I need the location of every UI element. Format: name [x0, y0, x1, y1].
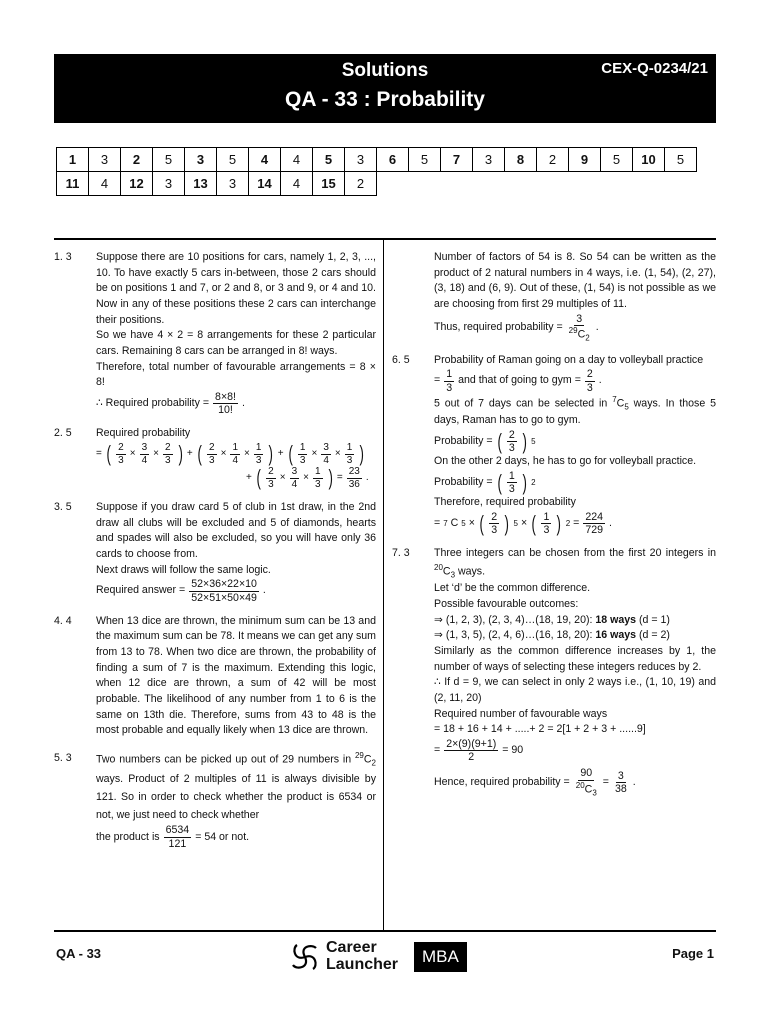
solution-6	[392, 353, 716, 537]
solution-text: Therefore, required probability	[434, 496, 576, 509]
probability-formula: Required answer = $\frac{52\times 36\times 22\times 10}{52\times 51\times 50\times 49}$ .	[96, 578, 266, 604]
solution-text: Therefore, total number of favourable arrangements = 8 × 8!	[96, 360, 376, 389]
page-title: Solutions	[341, 60, 429, 81]
logo-text: Career Launcher	[326, 939, 399, 973]
mba-badge: MBA	[414, 942, 467, 972]
left-column	[54, 250, 376, 860]
question-number: 2. 5	[54, 427, 72, 440]
page-number: Page 1	[672, 946, 714, 961]
footer-divider	[54, 930, 716, 932]
logo-swirl-icon	[290, 942, 320, 972]
answer-cell: 5	[665, 148, 697, 172]
question-number: 4. 4	[54, 614, 72, 627]
solution-text: So we have 4 × 2 = 8 arrangements for these 2 particular cars. Remaining 8 cars can be arranged in 8! ways.	[96, 329, 376, 358]
solution-text: Probability of Raman going on a day to volleyball practice	[434, 353, 704, 366]
solution-7	[392, 546, 716, 797]
answer-key-row	[57, 172, 697, 196]
answer-cell: 11	[57, 172, 89, 196]
probability-formula: = $\frac{2\times(9)(9+1)}{2}$ = 90	[434, 738, 524, 764]
solution-text: Suppose there are 10 positions for cars, namely 1, 2, 3, ..., 10. To have exactly 5 cars in-between, those 2 cars should be on positions 1 and 7, or 2 and 8, or 3 and 9, or 4 and 10. Now in any of these positions these 2 cars can interchange their positions.	[96, 251, 376, 326]
answer-cell: 5	[217, 148, 249, 172]
answer-key-row	[57, 148, 697, 172]
solution-text: 5 out of 7 days can be selected in $^7C_5$ ways. In those 5 days, Raman has to go to gym.	[434, 394, 717, 427]
answer-cell: 10	[633, 148, 665, 172]
answer-cell: 7	[441, 148, 473, 172]
probability-formula: Probability = ( $\frac{1}{3}$ ) 2	[434, 469, 536, 496]
answer-cell: 1	[57, 148, 89, 172]
probability-formula: Probability = ( $\frac{2}{3}$ ) 5	[434, 428, 536, 455]
answer-cell: 14	[249, 172, 281, 196]
solution-text: Required probability	[96, 427, 191, 440]
header-banner	[54, 54, 716, 123]
solution-text: Next draws will follow the same logic.	[96, 563, 271, 576]
solution-text: Required number of favourable ways	[434, 707, 608, 720]
solution-text: Three integers can be chosen from the first 20 integers in $^{20}C_3$ ways.	[434, 547, 716, 580]
question-number: 6. 5	[392, 353, 410, 366]
answer-cell: 3	[153, 172, 185, 196]
answer-cell: 5	[601, 148, 633, 172]
outcome-line: ⇒ (1, 2, 3), (2, 3, 4)…(18, 19, 20): 18 ways (d = 1)	[434, 613, 670, 626]
solution-text: Possible favourable outcomes:	[434, 598, 579, 611]
answer-cell: 4	[249, 148, 281, 172]
solution-text: When 13 dice are thrown, the minimum sum can be 13 and the maximum sum can be 78. It means we can get any sum from 13 to 78. When two dice are thrown, the probability of finding a sum of 7 is the maximum. Extending this logic, when 12 dice are thrown, a sum of 42 will be most probable. The likelihood of any number from 1 to 6 is the same on 13th die. Therefore, sums from 43 to 48 is the most probable and equally likely when 13 dice are thrown.	[96, 614, 376, 737]
answer-cell: 3	[217, 172, 249, 196]
probability-formula: ∴ Required probability = $\frac{8\times 8!}{10!}$ .	[96, 391, 245, 417]
solution-text: On the other 2 days, he has to go for volleyball practice.	[434, 455, 697, 468]
answer-cell: 4	[281, 148, 313, 172]
probability-formula: + ( $\frac{2}{3}$ × $\frac{3}{4}$ × $\frac{1}{3}$ ) = $\frac{23}{36}$ .	[246, 465, 369, 491]
answer-cell: 3	[345, 148, 377, 172]
answer-cell: 2	[121, 148, 153, 172]
column-divider	[383, 240, 384, 930]
probability-formula: the product is $\frac{6534}{121}$ = 54 or not.	[96, 824, 250, 850]
question-number: 7. 3	[392, 547, 410, 560]
solution-2	[54, 426, 376, 490]
question-number: 3. 5	[54, 501, 72, 514]
answer-cell: 8	[505, 148, 537, 172]
answer-key-table	[56, 147, 697, 196]
answer-cell: 6	[377, 148, 409, 172]
solution-4	[54, 614, 376, 739]
answer-cell: 3	[185, 148, 217, 172]
solution-text: = 18 + 16 + 14 + .....+ 2 = 2[1 + 2 + 3 + ......9]	[434, 723, 646, 736]
solution-text: Similarly as the common difference increases by 1, the number of ways of selecting these integers reduces by 2.	[434, 645, 716, 673]
answer-cell: 2	[345, 172, 377, 196]
probability-formula: = $\frac{1}{3}$ and that of going to gym = $\frac{2}{3}$ .	[434, 368, 602, 394]
right-column	[392, 250, 716, 807]
answer-cell: 13	[185, 172, 217, 196]
solution-text: Two numbers can be picked up out of 29 numbers in $^{29}C_2$ ways. Product of 2 multiples of 11 is always divisible by 121. So in order to check whether the product is 6534 or not, we just need to check whether	[96, 751, 376, 822]
answer-cell: 3	[473, 148, 505, 172]
career-launcher-logo	[290, 940, 467, 974]
paper-code: CEX-Q-0234/21	[601, 60, 708, 77]
outcome-line: ⇒ (1, 3, 5), (2, 4, 6)…(16, 18, 20): 16 ways (d = 2)	[434, 629, 670, 642]
top-divider	[54, 238, 716, 240]
page-subtitle: QA - 33 : Probability	[285, 88, 485, 111]
answer-cell: 5	[153, 148, 185, 172]
probability-formula: = ( $\frac{2}{3}$ × $\frac{3}{4}$ × $\frac{2}{3}$ ) + ( $\frac{2}{3}$ × $\frac{1}{4}$ × $\frac{1}{3}$ ) + ( $\frac{1}{3}$ × $\frac{3}{4}$ × $\frac{1}{3}$ )	[96, 441, 365, 467]
question-number: 5. 3	[54, 752, 72, 765]
answer-cell: 5	[409, 148, 441, 172]
answer-cell: 12	[121, 172, 153, 196]
question-number: 1. 3	[54, 251, 72, 263]
result-fraction: $\frac{23}{36}$	[348, 466, 360, 490]
answer-cell: 4	[89, 172, 121, 196]
answer-cell: 3	[89, 148, 121, 172]
solution-text: Let ‘d’ be the common difference.	[434, 582, 591, 595]
answer-cell: 4	[281, 172, 313, 196]
probability-formula: Hence, required probability = $\frac{90}{^{20}C_3}$ = $\frac{3}{38}$ .	[434, 767, 636, 798]
probability-formula: = 7 C 5 × ( $\frac{2}{3}$ ) 5 × ( $\frac{1}{3}$ ) 2 = $\frac{224}{729}$ .	[434, 510, 612, 537]
solution-text: Suppose if you draw card 5 of club in 1st draw, in the 2nd draw all clubs will be excluded and 5 of diamonds, hearts and spades will also be excluded, so you will have only 36 cards to choose from.	[96, 501, 376, 561]
solution-5	[54, 749, 376, 850]
solution-text: Number of factors of 54 is 8. So 54 can be written as the product of 2 natural numbers in 4 ways, i.e. (1, 54), (2, 27), (3, 18) and (6, 9). Out of these, (1, 54) is not possible as we are choosing from first 29 multiples of 11.	[434, 251, 716, 311]
formula-label: ∴ Required probability =	[96, 396, 210, 409]
footer-section-label: QA - 33	[56, 946, 102, 961]
solution-text: ∴ If d = 9, we can select in only 2 ways i.e., (1, 10, 19) and (2, 11, 20)	[434, 676, 716, 705]
fraction: $\frac{8\times 8!}{10!}$	[215, 391, 236, 417]
probability-formula: Thus, required probability = $\frac{3}{^{29}C_2}$ .	[434, 312, 599, 343]
answer-cell: 2	[537, 148, 569, 172]
solution-5-continued	[392, 250, 716, 343]
solution-3	[54, 500, 376, 604]
answer-cell: 15	[313, 172, 345, 196]
answer-cell: 9	[569, 148, 601, 172]
solution-1	[54, 250, 376, 416]
answer-cell: 5	[313, 148, 345, 172]
